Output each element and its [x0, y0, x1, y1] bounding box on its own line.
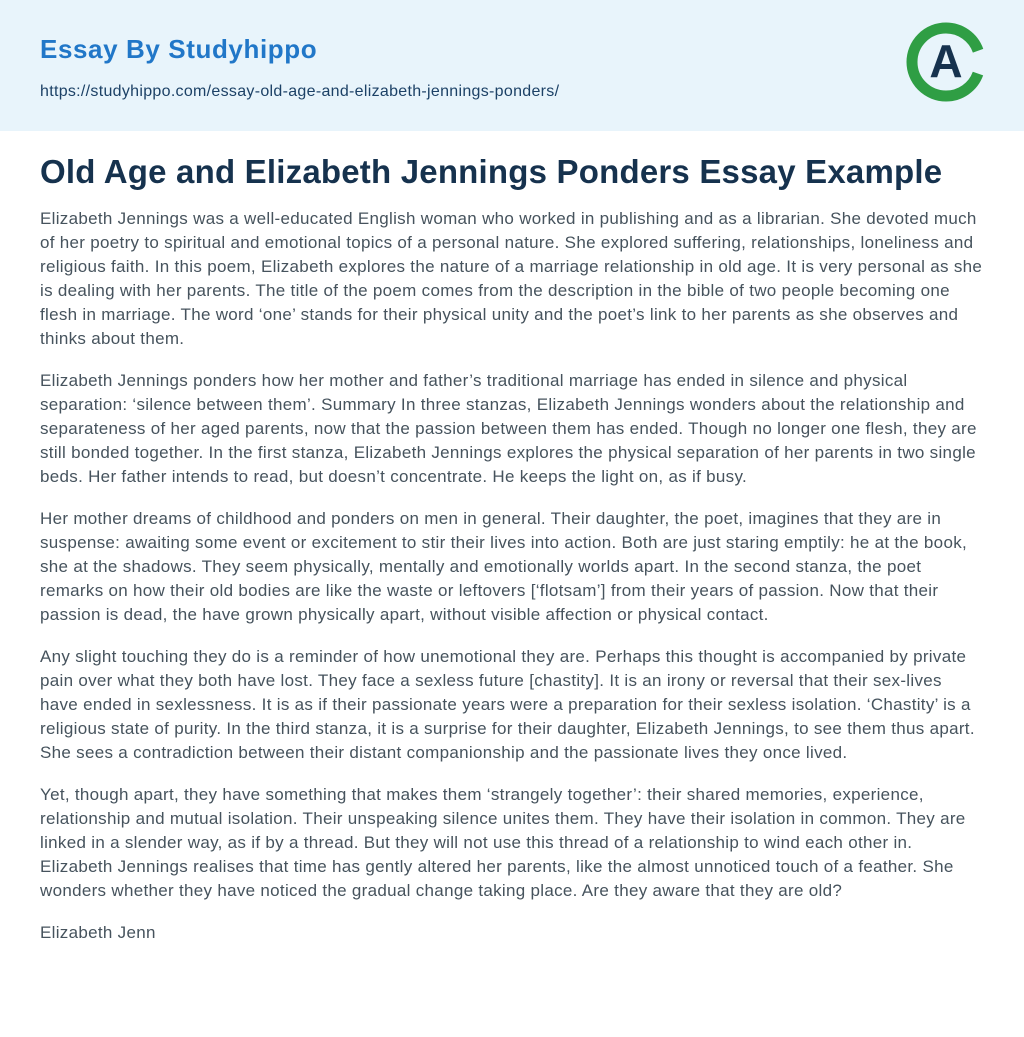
- site-brand[interactable]: Essay By Studyhippo: [40, 34, 318, 64]
- article-paragraph: Elizabeth Jennings was a well-educated English woman who worked in publishing and as a librarian. She devoted much of her poetry to spiritual and emotional topics of a personal nature. She explored suffering, relationships, loneliness and religious faith. In this poem, Elizabeth explores the nature of a marriage relationship in old age. It is very personal as she is dealing with her parents. The title of the poem comes from the description in the bible of two people becoming one flesh in marriage. The word ‘one’ stands for their physical unity and the poet’s link to her parents as she observes and thinks about them.: [40, 209, 983, 348]
- page-header: [0, 0, 1024, 131]
- article-paragraph: Any slight touching they do is a reminder of how unemotional they are. Perhaps this thought is accompanied by private pain over what they both have lost. They face a sexless future [chastity]. It is an irony or reversal that their sex-lives have ended in sexlessness. It is as if their passionate years were a preparation for their sexless isolation. ‘Chastity’ is a religious state of purity. In the third stanza, it is a surprise for their daughter, Elizabeth Jennings, to see them thus apart. She sees a contradiction between their distant companionship and the passionate lives they once lived.: [40, 647, 975, 762]
- article-paragraph: Elizabeth Jenn: [40, 923, 156, 942]
- article-content: [0, 131, 1024, 987]
- studyhippo-logo[interactable]: [906, 22, 986, 102]
- logo-letter: A: [929, 35, 963, 87]
- article-paragraph: Her mother dreams of childhood and ponders on men in general. Their daughter, the poet, imagines that they are in suspense: awaiting some event or excitement to stir their lives into action. Both are just staring emptily: he at the book, she at the shadows. They seem physically, mentally and emotionally worlds apart. In the second stanza, the poet remarks on how their old bodies are like the waste or leftovers [‘flotsam’] from their years of passion. Now that their passion is dead, the have grown physically apart, without visible affection or physical contact.: [40, 509, 968, 624]
- article-paragraph: Yet, though apart, they have something that makes them ‘strangely together’: their shared memories, experience, relationship and mutual isolation. Their unspeaking silence unites them. They have their isolation in common. They are linked in a slender way, as if by a thread. But they will not use this thread of a relationship to wind each other in. Elizabeth Jennings realises that time has gently altered her parents, like the almost unnoticed touch of a feather. She wonders whether they have noticed the gradual change taking place. Are they aware that they are old?: [40, 785, 966, 900]
- article-body: [40, 207, 984, 945]
- article-url-link[interactable]: https://studyhippo.com/essay-old-age-and-elizabeth-jennings-ponders/: [40, 83, 560, 100]
- article-paragraph: Elizabeth Jennings ponders how her mother and father’s traditional marriage has ended in silence and physical separation: ‘silence between them’. Summary In three stanzas, Elizabeth Jennings wonders about the relationship and separateness of her aged parents, now that the passion between them has ended. Though no longer one flesh, they are still bonded together. In the first stanza, Elizabeth Jennings explores the physical separation of her parents in two single beds. Her father intends to read, but doesn’t concentrate. He keeps the light on, as if busy.: [40, 371, 977, 486]
- article-title: Old Age and Elizabeth Jennings Ponders Essay Example: [40, 153, 943, 190]
